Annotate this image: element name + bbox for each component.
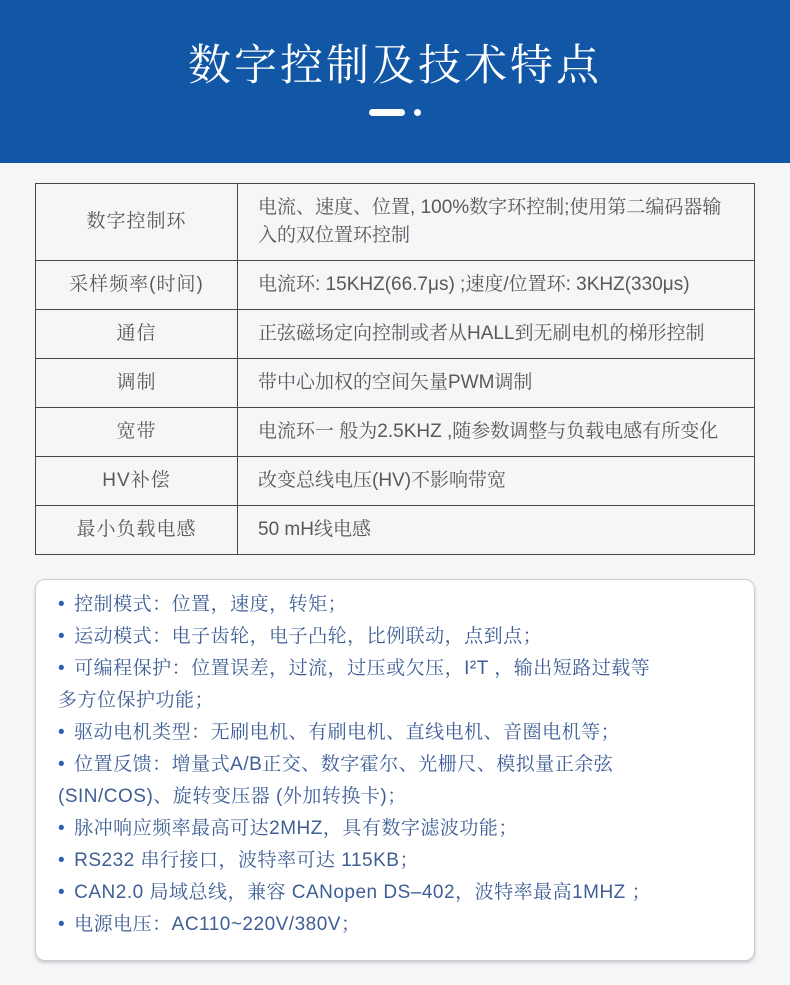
feature-text: 脉冲响应频率最高可达2MHZ，具有数字滤波功能；: [74, 818, 518, 839]
feature-line: [58, 589, 732, 621]
spec-table-row: [36, 506, 755, 555]
spec-row-value: 电流环: 15KHZ(66.7μs) ;速度/位置环: 3KHZ(330μs): [238, 261, 755, 310]
spec-table: [35, 183, 755, 555]
bullet-icon: •: [58, 914, 66, 935]
bullet-icon: •: [58, 658, 66, 679]
feature-text: 位置反馈：增量式A/B正交、数字霍尔、光栅尺、模拟量正余弦: [74, 754, 614, 775]
feature-text: 多方位保护功能；: [58, 690, 215, 711]
feature-line: [58, 749, 732, 781]
spec-row-value: 带中心加权的空间矢量PWM调制: [238, 359, 755, 408]
feature-text: 运动模式：电子齿轮，电子凸轮，比例联动，点到点；: [74, 626, 543, 647]
feature-text: RS232 串行接口，波特率可达 115KB；: [74, 850, 419, 871]
spec-row-label: 最小负载电感: [36, 506, 238, 555]
spec-row-value: 50 mH线电感: [238, 506, 755, 555]
spec-table-row: [36, 457, 755, 506]
feature-line: [58, 845, 732, 877]
feature-line: [58, 781, 732, 813]
spec-table-row: [36, 184, 755, 261]
feature-text: 电源电压：AC110~220V/380V；: [74, 914, 361, 935]
dot-icon: [414, 109, 421, 116]
feature-line: [58, 877, 732, 909]
page-title: 数字控制及技术特点: [188, 42, 602, 90]
feature-line: [58, 909, 732, 941]
dash-icon: [369, 109, 405, 116]
spec-row-label: 调制: [36, 359, 238, 408]
feature-text: 控制模式：位置，速度，转矩；: [74, 594, 348, 615]
bullet-icon: •: [58, 818, 66, 839]
feature-text: (SIN/COS)、旋转变压器 (外加转换卡)；: [58, 786, 407, 807]
spec-row-label: 宽带: [36, 408, 238, 457]
spec-table-row: [36, 359, 755, 408]
feature-line: [58, 653, 732, 685]
spec-table-section: [35, 183, 755, 555]
spec-row-value: 电流、速度、位置, 100%数字环控制;使用第二编码器输入的双位置环控制: [238, 184, 755, 261]
spec-table-row: [36, 261, 755, 310]
feature-line: [58, 621, 732, 653]
bullet-icon: •: [58, 850, 66, 871]
features-panel: [35, 579, 755, 961]
spec-row-label: 通信: [36, 310, 238, 359]
bullet-icon: •: [58, 594, 66, 615]
spec-table-row: [36, 310, 755, 359]
bullet-icon: •: [58, 722, 66, 743]
title-underline-decoration: [369, 109, 421, 116]
spec-table-row: [36, 408, 755, 457]
spec-row-label: 数字控制环: [36, 184, 238, 261]
feature-line: [58, 685, 732, 717]
feature-text: CAN2.0 局域总线，兼容 CANopen DS–402，波特率最高1MHZ ；: [74, 882, 652, 903]
bullet-icon: •: [58, 626, 66, 647]
spec-row-value: 改变总线电压(HV)不影响带宽: [238, 457, 755, 506]
spec-row-label: HV补偿: [36, 457, 238, 506]
bullet-icon: •: [58, 882, 66, 903]
feature-text: 可编程保护：位置误差，过流，过压或欠压，I²T ，输出短路过载等: [74, 658, 651, 679]
feature-line: [58, 813, 732, 845]
spec-row-value: 电流环一 般为2.5KHZ ,随参数调整与负载电感有所变化: [238, 408, 755, 457]
page-header: [0, 0, 790, 163]
feature-text: 驱动电机类型：无刷电机、有刷电机、直线电机、音圈电机等；: [74, 722, 621, 743]
bullet-icon: •: [58, 754, 66, 775]
feature-line: [58, 717, 732, 749]
spec-row-value: 正弦磁场定向控制或者从HALL到无刷电机的梯形控制: [238, 310, 755, 359]
spec-row-label: 采样频率(时间): [36, 261, 238, 310]
